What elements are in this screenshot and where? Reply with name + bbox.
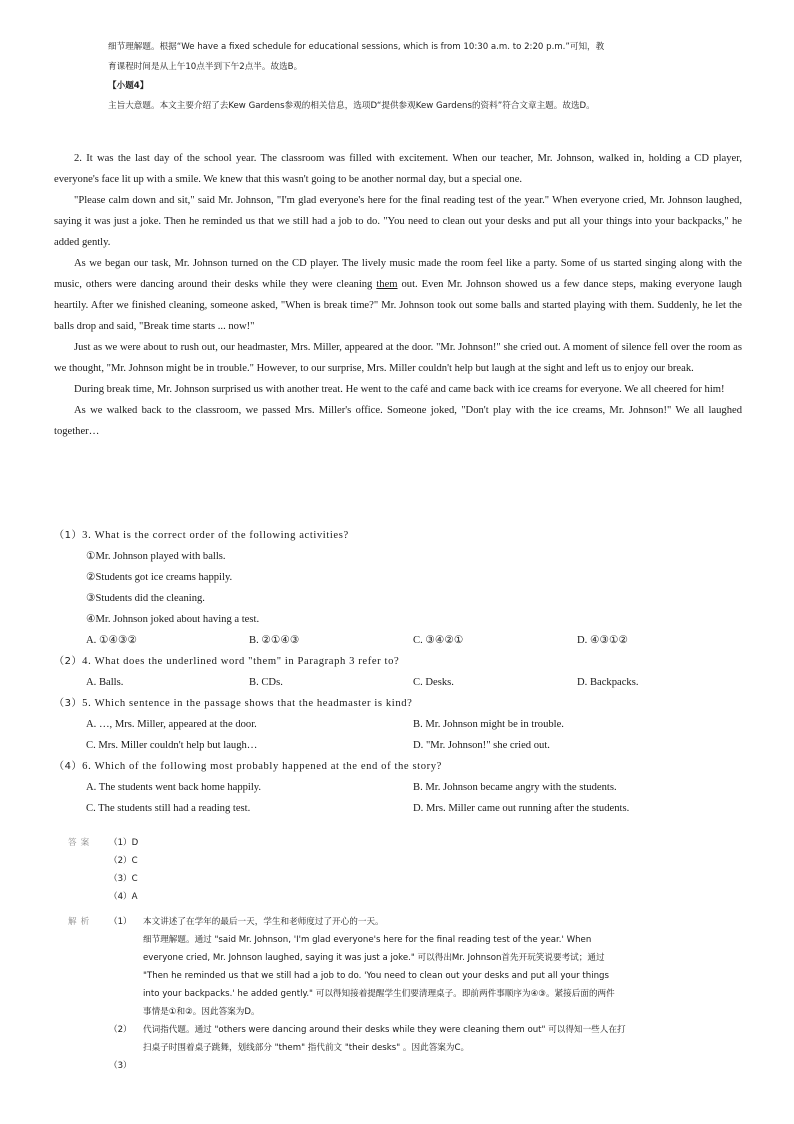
passage-paragraph-2: "Please calm down and sit," said Mr. Johnson, "I'm glad everyone's here for the final reading test of the year." When everyone cried, Mr. Johnson laughed, saying it was just a joke. Then he reminded us that we still had a job to do. "You need to clean out your desks and put all your things into your backpacks," he added gently.: [54, 195, 742, 248]
analysis-line: "Then he reminded us that we still had a job to do. 'You need to clean out your desks and put all your things: [143, 971, 609, 981]
option-d: D. "Mr. Johnson!" she cried out.: [413, 740, 550, 751]
question-number: （3）: [54, 698, 83, 709]
analysis-number: （1）: [109, 917, 132, 927]
question-3-stem: [54, 693, 742, 714]
answer-item: （1）D: [109, 838, 139, 848]
question-text: 4. What does the underlined word "them" in Paragraph 3 refer to?: [82, 656, 400, 667]
analysis-number: （2）: [109, 1025, 132, 1035]
question-3-options-row-1: [54, 714, 742, 735]
question-1-item: ①Mr. Johnson played with balls.: [86, 551, 226, 562]
answer-item: （2）C: [109, 856, 138, 866]
question-1-stem: [54, 525, 742, 546]
answer-item: （4）A: [109, 892, 138, 902]
passage-paragraph-4: Just as we were about to rush out, our headmaster, Mrs. Miller, appeared at the door. "Mr. Johnson!" she cried out. A moment of silence fell over the room as we thought, "Mr. Johnson might be in trouble." However, to our surprise, Mrs. Miller couldn't help but laugh at the sight and left us to enjoy our break.: [54, 342, 742, 374]
analysis-line: 事情是①和②。因此答案为D。: [143, 1007, 260, 1017]
analysis-text: [143, 913, 728, 1021]
option-b: B. CDs.: [249, 677, 283, 688]
passage-paragraph-6: As we walked back to the classroom, we passed Mrs. Miller's office. Someone joked, "Don't play with the ice creams, Mr. Johnson!" We all laughed together…: [54, 405, 742, 437]
question-1-item: ②Students got ice creams happily.: [86, 572, 233, 583]
analysis-line: 细节理解题。根据“We have a fixed schedule for educational sessions, which is from 10:30 a.m. to 2:20 p.m.”可知，教: [108, 42, 605, 52]
analysis-line: 育课程时间是从上午10点半到下午2点半。故选B。: [108, 61, 303, 72]
paragraph-text: As we began our task, Mr. Johnson turned on the CD player. The lively music made the room feel like a party. Some of us started singing along with the music, others were dancing around their desks while they were cleaning: [54, 258, 742, 290]
passage-paragraph-1: 2. It was the last day of the school year. The classroom was filled with excitement. When our teacher, Mr. Johnson, walked in, holding a CD player, everyone's face lit up with a smile. We knew that this wasn't going to be another normal day, but a special one.: [54, 153, 742, 185]
analysis-text: [143, 1021, 728, 1057]
analysis-line: everyone cried, Mr. Johnson laughed, saying it was just a joke." 可以得出Mr. Johnson首先开玩笑说要考试；通过: [143, 953, 605, 963]
option-b: B. Mr. Johnson might be in trouble.: [413, 719, 564, 730]
passage-paragraph-5: During break time, Mr. Johnson surprised us with another treat. He went to the café and came back with ice creams for everyone. We all cheered for him!: [74, 384, 725, 395]
option-d: D. Backpacks.: [577, 677, 639, 688]
option-a: A. The students went back home happily.: [86, 782, 262, 793]
option-d: D. Mrs. Miller came out running after the students.: [413, 803, 630, 814]
option-b: B. ②①④③: [249, 635, 300, 646]
question-number: （4）: [54, 761, 83, 772]
option-c: C. Desks.: [413, 677, 454, 688]
underlined-word: them: [376, 279, 398, 290]
question-2-options: [54, 672, 742, 693]
previous-analysis: [108, 38, 748, 116]
question-3-options-row-2: [54, 735, 742, 756]
question-text: 3. What is the correct order of the following activities?: [82, 530, 349, 541]
question-2-stem: [54, 651, 742, 672]
question-4-stem: [54, 756, 742, 777]
option-d: D. ④③①②: [577, 635, 628, 646]
passage-paragraph-3: [54, 253, 742, 337]
subquestion-label: 【小题4】: [108, 81, 149, 91]
analysis-line: 本文讲述了在学年的最后一天，学生和老师度过了开心的一天。: [143, 917, 384, 927]
question-1-options: [54, 630, 742, 651]
answer-label: 答案: [68, 838, 94, 848]
analysis-number: （3）: [109, 1061, 132, 1071]
option-c: C. Mrs. Miller couldn't help but laugh…: [86, 740, 258, 751]
option-a: A. …, Mrs. Miller, appeared at the door.: [86, 719, 257, 730]
option-c: C. ③④②①: [413, 635, 464, 646]
option-c: C. The students still had a reading test.: [86, 803, 251, 814]
question-text: 5. Which sentence in the passage shows that the headmaster is kind?: [82, 698, 413, 709]
analysis-line: 代词指代题。通过 "others were dancing around their desks while they were cleaning them out" 可以得知一些人在打: [143, 1025, 626, 1035]
question-4-options-row-2: [54, 798, 742, 819]
option-a: A. ①④③②: [86, 635, 137, 646]
analysis-line: 细节理解题。通过 "said Mr. Johnson, 'I'm glad everyone's here for the final reading test of the year.' When: [143, 935, 592, 945]
option-b: B. Mr. Johnson became angry with the students.: [413, 782, 617, 793]
question-number: （1）: [54, 530, 83, 541]
analysis-line: 扫桌子时围着桌子跳舞，划线部分 "them" 指代前文 "their desks" 。因此答案为C。: [143, 1043, 470, 1053]
analysis-line: 主旨大意题。本文主要介绍了去Kew Gardens参观的相关信息，选项D“提供参观Kew Gardens的资料”符合文章主题。故选D。: [108, 100, 595, 111]
question-1-item: ④Mr. Johnson joked about having a test.: [86, 614, 260, 625]
question-4-options-row-1: [54, 777, 742, 798]
analysis-line: into your backpacks.' he added gently." 可以得知接着提醒学生们要清理桌子。即前两件事顺序为④③。紧接后面的两件: [143, 989, 615, 999]
analysis-label: 解析: [68, 917, 94, 927]
paragraph-text: out. Even Mr. Johnson showed us a few dance steps, making everyone laugh heartily. After we finished cleaning, someone asked, "When is break time?" Mr. Johnson took out some balls and started playing with them. Suddenly, he let the balls drop and said, "Break time starts ... now!": [54, 279, 742, 332]
question-list: [54, 525, 742, 819]
question-number: （2）: [54, 656, 83, 667]
answer-item: （3）C: [109, 874, 138, 884]
option-a: A. Balls.: [86, 677, 124, 688]
question-1-item: ③Students did the cleaning.: [86, 593, 205, 604]
reading-passage: [54, 148, 742, 442]
question-text: 6. Which of the following most probably happened at the end of the story?: [82, 761, 442, 772]
